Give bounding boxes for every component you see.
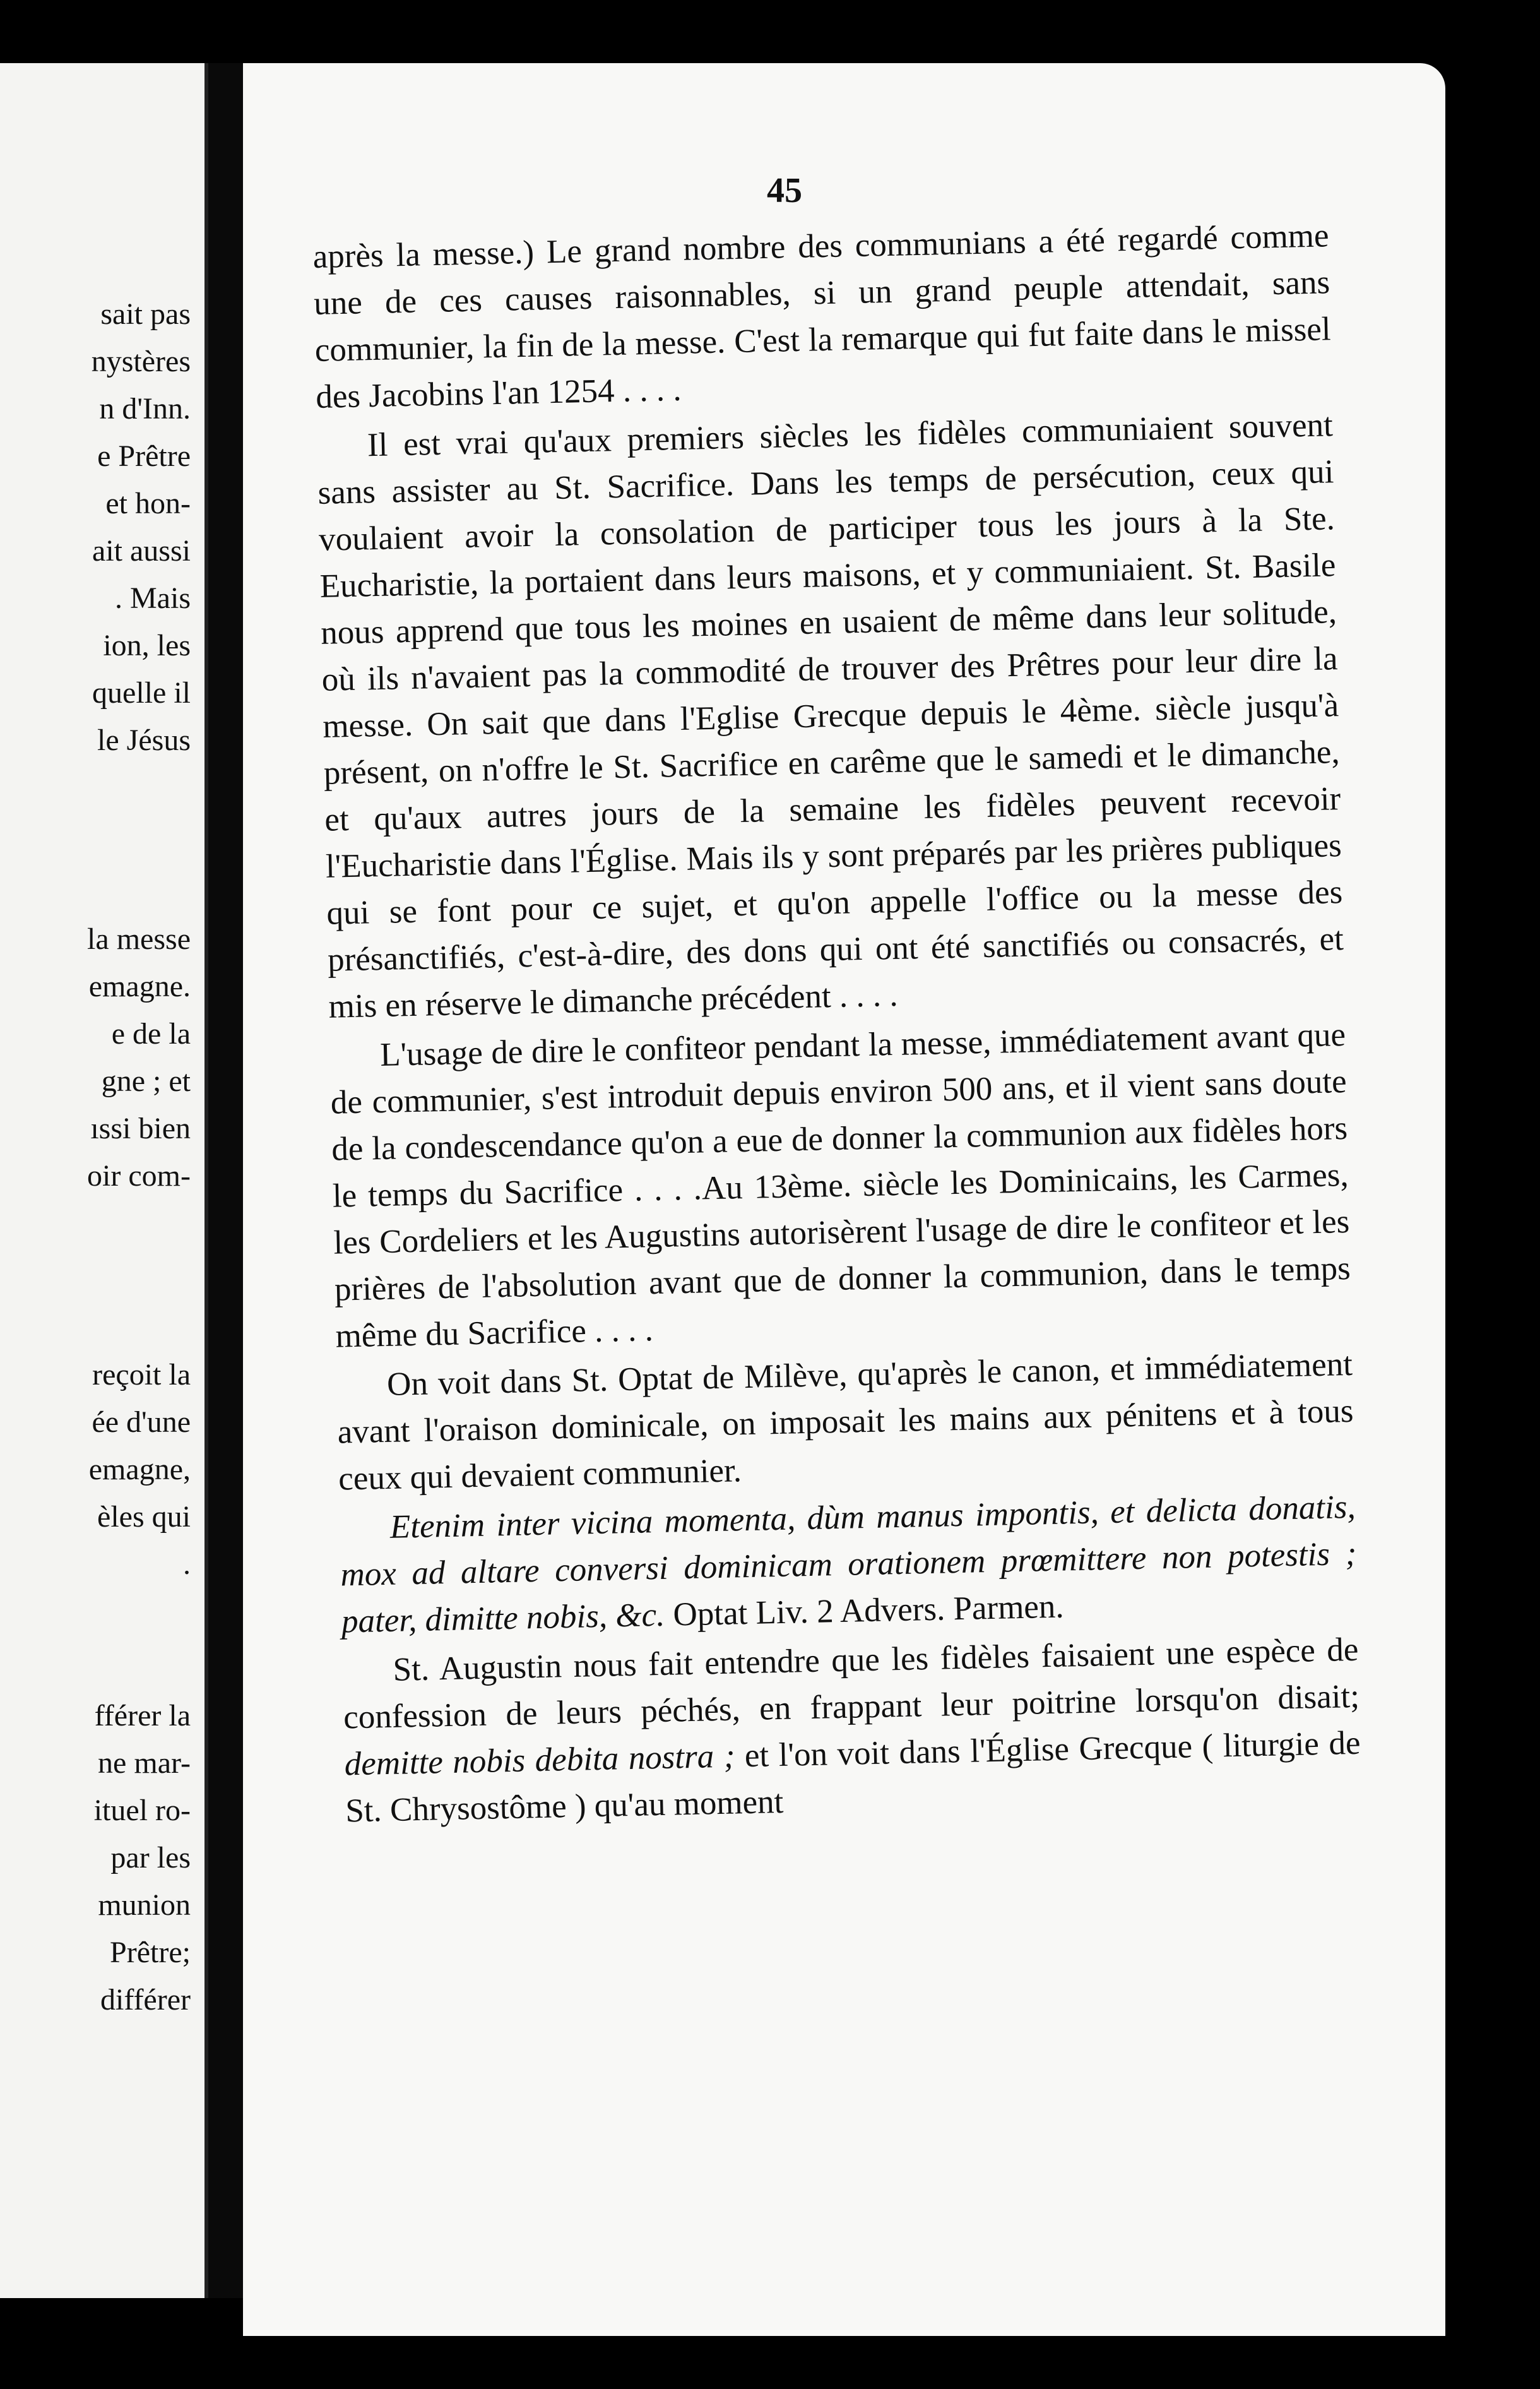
left-page-line: . Mais <box>115 581 191 615</box>
left-page-line: fférer la <box>94 1699 191 1732</box>
paragraph-2: Il est vrai qu'aux premiers siècles les fidèles communiaient souvent sans assister au St. Sacrifice. Dans les temps de persécution, ceux qui voulaient avoir la consolation de participer tous les jours à la Ste. Eucharistie, la portaient dans leurs maisons, et y communiaient. St. Basile nous apprend que tous les moines en usaient de même dans leur solitude, où ils n'avaient pas la commodité de trouver des Prêtres pour leur dire la messe. On sait que dans l'Eglise Grecque depuis le 4ème. siècle jusqu'à présent, on n'offre le St. Sacrifice en carême que le samedi et le dimanche, et qu'aux autres jours de la semaine les fidèles peuvent recevoir l'Eucharistie dans l'Église. Mais ils y sont préparés par les prières publiques qui se font pour ce sujet, et qu'on appelle l'office ou la messe des présanctifiés, c'est-à-dire, des dons qui ont été sanctifiés ou consacrés, et mis en réserve le dimanche précédent . . . . <box>317 407 1344 1025</box>
left-page-line: gne ; et <box>101 1064 191 1098</box>
paragraph-5-end: et l'on voit dans l'Église Grecque ( liturgie de St. Chrysostôme ) qu'au moment <box>345 1724 1361 1830</box>
left-page-line: et hon- <box>105 487 191 520</box>
left-page-line: la messe <box>87 922 191 956</box>
right-page <box>243 63 1445 2336</box>
left-page-line: Prêtre; <box>110 1936 191 1969</box>
left-page-line: ion, les <box>103 629 191 662</box>
left-page-line: le Jésus <box>97 724 191 757</box>
latin-quote-italic: Etenim inter vicina momenta, dùm manus impontis, et delicta donatis, mox ad altare conversi dominicam orationem prœmittere non potestis ; pater, dimitte nobis, &c. <box>340 1488 1357 1640</box>
left-page-line: e de la <box>111 1017 191 1051</box>
left-page-line: emagne, <box>88 1453 191 1486</box>
left-page-line: ituel ro- <box>93 1794 191 1827</box>
left-page-line: e Prêtre <box>97 439 191 473</box>
page-body <box>312 212 1362 1837</box>
latin-quote <box>339 1484 1358 1645</box>
left-page-line: par les <box>110 1841 191 1874</box>
left-page-line: oir com- <box>87 1159 191 1193</box>
book-gutter <box>208 63 246 2298</box>
left-page-line: nystères <box>91 345 191 378</box>
left-page-line: quelle il <box>92 676 191 710</box>
latin-quote-source: Optat Liv. 2 Advers. Parmen. <box>664 1588 1065 1633</box>
left-page-line: ée d'une <box>92 1405 191 1439</box>
left-page-line: emagne. <box>88 970 191 1003</box>
left-page-line: ait aussi <box>92 534 191 568</box>
paragraph-1: après la messe.) Le grand nombre des communians a été regardé comme une de ces causes raisonnables, si un grand peuple attendait, sans communier, la fin de la messe. C'est la remarque qui fut faite dans le missel des Jacobins l'an 1254 . . . . <box>312 217 1332 415</box>
left-page-line: ne mar- <box>98 1746 191 1780</box>
left-page-line: n d'Inn. <box>99 392 191 426</box>
paragraph-5-start: St. Augustin nous fait entendre que les fidèles faisaient une espèce de confession de leurs péchés, en frappant leur poitrine lorsqu'on disait; <box>343 1631 1360 1736</box>
left-page-line: èles qui <box>97 1500 191 1534</box>
left-page <box>0 63 208 2298</box>
left-page-line: munion <box>98 1888 191 1922</box>
page-number: 45 <box>767 171 802 210</box>
left-page-line: différer <box>100 1983 191 2017</box>
left-page-line: reçoit la <box>92 1358 191 1391</box>
left-page-line: sait pas <box>100 297 191 331</box>
paragraph-5 <box>342 1626 1362 1835</box>
left-page-line: ıssi bien <box>90 1112 191 1145</box>
paragraph-3: L'usage de dire le confiteor pendant la messe, immédiatement avant que de communier, s'est introduit depuis environ 500 ans, et il vient sans doute de la condescendance qu'on a eue de donner la communion aux fidèles hors le temps du Sacrifice . . . .Au 13ème. siècle les Dominicains, les Carmes, les Cordeliers et les Augustins autorisèrent l'usage de dire le confiteor et les prières de l'absolution avant que de donner la communion, dans le temps même du Sacrifice . . . . <box>330 1016 1351 1355</box>
paragraph-4: On voit dans St. Optat de Milève, qu'après le canon, et immédiatement avant l'oraison dominicale, on imposait les mains aux pénitens et à tous ceux qui devaient communier. <box>337 1345 1354 1498</box>
paragraph-5-quote: demitte nobis debita nostra ; <box>344 1737 735 1783</box>
left-page-line: . <box>183 1547 191 1581</box>
